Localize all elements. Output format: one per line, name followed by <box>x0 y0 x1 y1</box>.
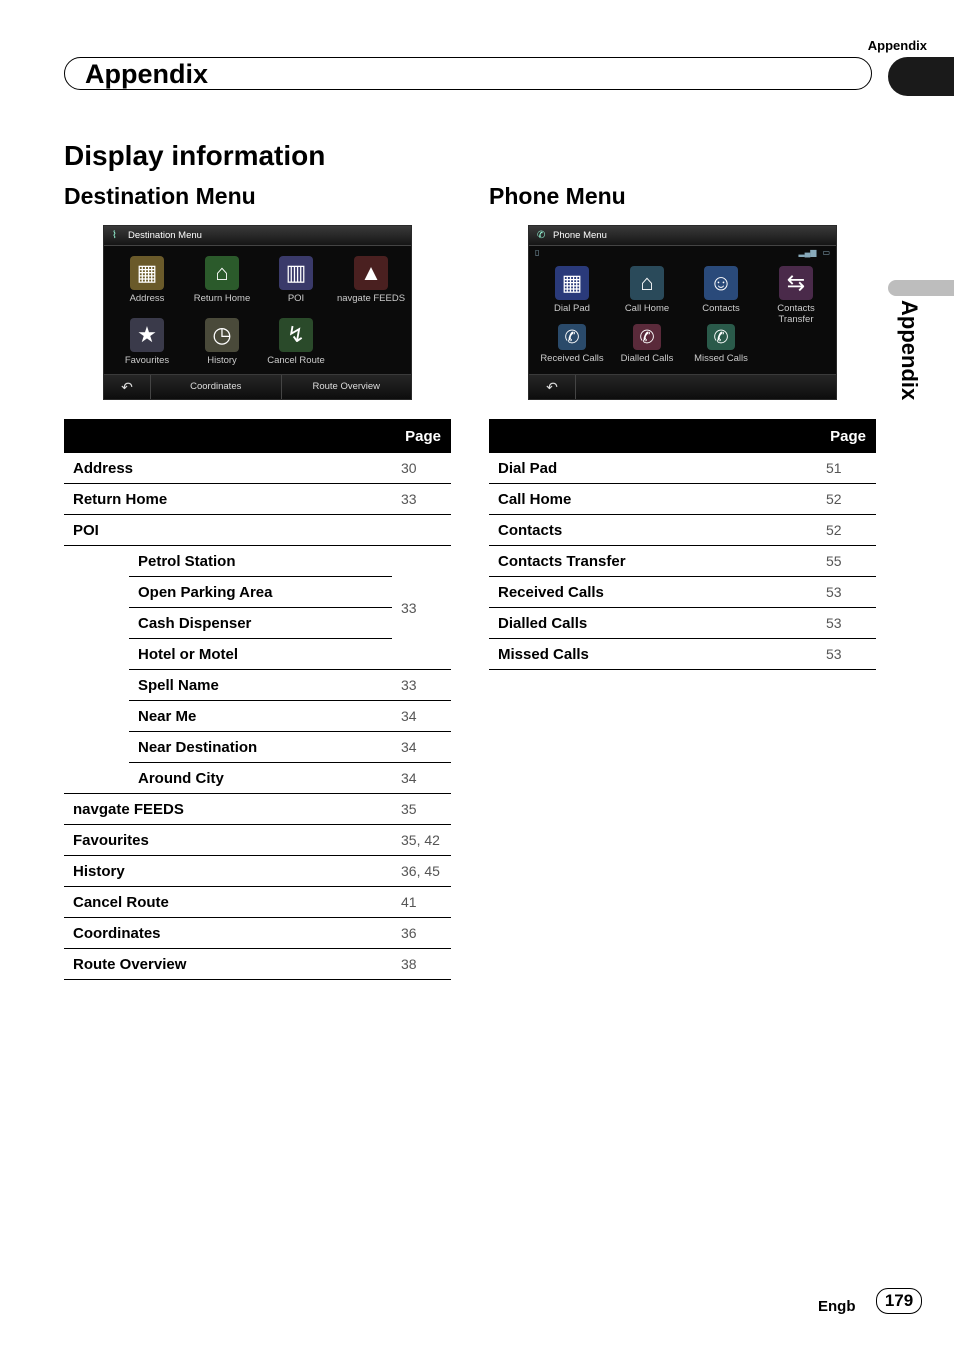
side-section-label: Appendix <box>897 300 922 401</box>
destination-menu-heading: Destination Menu <box>64 183 256 209</box>
route-overview-button[interactable]: Route Overview <box>312 381 381 392</box>
section-tab-marker <box>888 57 954 96</box>
dialled-calls-icon: ✆ <box>633 324 661 350</box>
received-calls-icon: ✆ <box>558 324 586 350</box>
phone-menu-screenshot <box>528 225 837 400</box>
phone-status-row <box>529 246 836 258</box>
screen-title-bar <box>104 226 411 246</box>
screen-bottom-bar <box>529 374 836 399</box>
phone-device-icon: ▯ <box>535 247 540 257</box>
table-row: Received Calls 53 <box>489 577 876 608</box>
table-row: Missed Calls 53 <box>489 639 876 670</box>
phone-table <box>489 419 876 670</box>
menu-item-navgate-feeds[interactable]: ▲ navgate FEEDS <box>334 256 408 304</box>
menu-item-cancel-route[interactable]: ↯ Cancel Route <box>259 318 333 366</box>
menu-item-favourites[interactable]: ★ Favourites <box>110 318 184 366</box>
table-row: Route Overview 38 <box>64 949 451 980</box>
section-title: Appendix <box>85 59 209 89</box>
contacts-icon: ☺ <box>704 266 738 300</box>
favourites-icon: ★ <box>130 318 164 352</box>
menu-item-poi[interactable]: ▥ POI <box>259 256 333 304</box>
menu-item-dial-pad[interactable]: ▦ Dial Pad <box>535 266 609 314</box>
screen-title: Phone Menu <box>553 230 607 241</box>
table-row: History 36, 45 <box>64 856 451 887</box>
history-icon: ◷ <box>205 318 239 352</box>
footer-language: Engb <box>818 1298 856 1315</box>
table-row: Spell Name 33 <box>64 670 451 701</box>
table-row: Near Me 34 <box>64 701 451 732</box>
home-icon: ⌂ <box>205 256 239 290</box>
destination-table <box>64 419 451 980</box>
cancel-route-icon: ↯ <box>279 318 313 352</box>
battery-icon: ▭ <box>822 247 830 257</box>
coordinates-button[interactable]: Coordinates <box>151 375 282 399</box>
page-column-header: Page <box>489 419 876 453</box>
table-row: Contacts Transfer 55 <box>489 546 876 577</box>
feeds-icon: ▲ <box>354 256 388 290</box>
screen-title: Destination Menu <box>128 230 202 241</box>
screen-title-bar <box>529 226 836 246</box>
table-row: Coordinates 36 <box>64 918 451 949</box>
map-icon: ▦ <box>130 256 164 290</box>
building-icon: ▥ <box>279 256 313 290</box>
table-row: Contacts 52 <box>489 515 876 546</box>
menu-item-missed-calls[interactable]: ✆ Missed Calls <box>684 324 758 364</box>
table-row: Return Home 33 <box>64 484 451 515</box>
page-title: Display information <box>64 140 326 171</box>
table-row: POI <box>64 515 451 546</box>
menu-item-dialled-calls[interactable]: ✆ Dialled Calls <box>610 324 684 364</box>
side-tab-marker <box>888 280 954 296</box>
menu-item-address[interactable]: ▦ Address <box>110 256 184 304</box>
table-row: Address 30 <box>64 453 451 484</box>
menu-item-contacts[interactable]: ☺ Contacts <box>684 266 758 314</box>
back-icon[interactable]: ↶ <box>529 375 576 399</box>
page-column-header: Page <box>64 419 451 453</box>
poi-group-page: 33 <box>392 546 451 670</box>
table-header-row <box>489 419 876 453</box>
running-head: Appendix <box>867 38 927 53</box>
table-row: Around City 34 <box>64 763 451 794</box>
table-row: Near Destination 34 <box>64 732 451 763</box>
screen-bottom-bar <box>104 374 411 399</box>
table-row: Call Home 52 <box>489 484 876 515</box>
missed-calls-icon: ✆ <box>707 324 735 350</box>
back-icon[interactable]: ↶ <box>104 375 151 399</box>
call-home-icon: ⌂ <box>630 266 664 300</box>
contacts-transfer-icon: ⇆ <box>779 266 813 300</box>
section-header-bar <box>64 57 872 90</box>
menu-item-contacts-transfer[interactable]: ⇆ Contacts Transfer <box>759 266 833 325</box>
table-header-row <box>64 419 451 453</box>
table-row: Dialled Calls 53 <box>489 608 876 639</box>
menu-item-call-home[interactable]: ⌂ Call Home <box>610 266 684 314</box>
table-row: Dial Pad 51 <box>489 453 876 484</box>
table-row: Petrol Station 33 <box>64 546 451 577</box>
navigation-icon: ⌇ <box>112 229 117 241</box>
table-row: navgate FEEDS 35 <box>64 794 451 825</box>
table-row: Cancel Route 41 <box>64 887 451 918</box>
menu-item-return-home[interactable]: ⌂ Return Home <box>185 256 259 304</box>
menu-item-received-calls[interactable]: ✆ Received Calls <box>535 324 609 364</box>
page-number: 179 <box>876 1288 922 1314</box>
table-row: Cash Dispenser <box>64 608 451 639</box>
table-row: Open Parking Area <box>64 577 451 608</box>
destination-menu-screenshot <box>103 225 412 400</box>
phone-icon: ✆ <box>537 229 546 241</box>
table-row: Hotel or Motel <box>64 639 451 670</box>
signal-icon: ▂▄▆ <box>798 247 817 257</box>
dial-pad-icon: ▦ <box>555 266 589 300</box>
menu-item-history[interactable]: ◷ History <box>185 318 259 366</box>
table-row: Favourites 35, 42 <box>64 825 451 856</box>
phone-menu-heading: Phone Menu <box>489 183 626 209</box>
